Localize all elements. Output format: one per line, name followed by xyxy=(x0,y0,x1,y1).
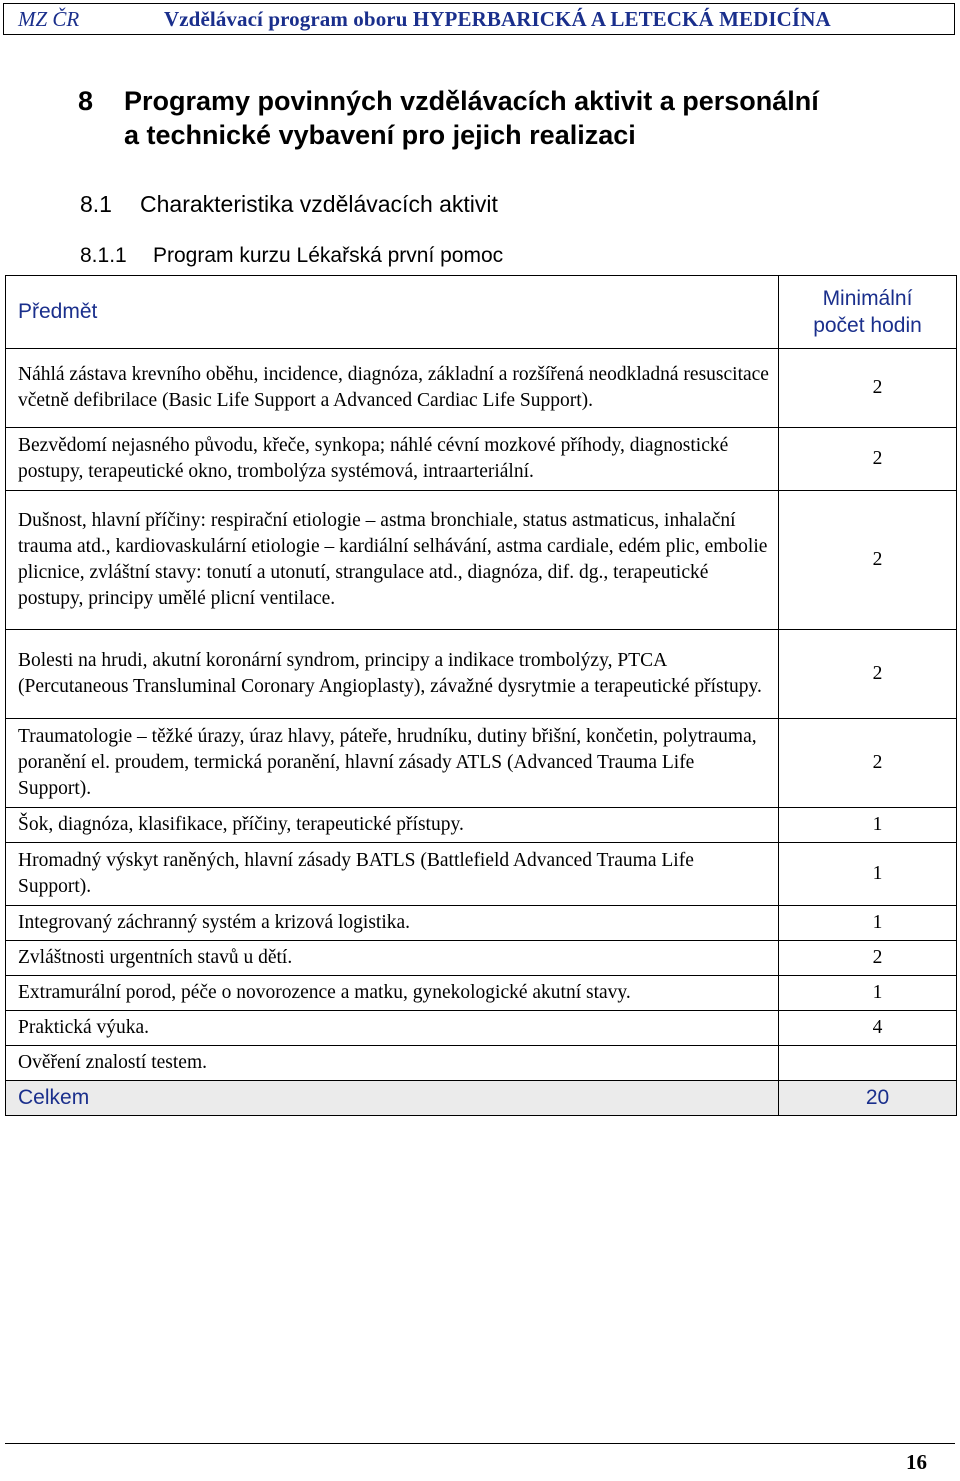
subsection-number: 8.1.1 xyxy=(80,244,127,267)
table-row xyxy=(6,349,957,428)
chapter-number: 8 xyxy=(78,86,94,116)
column-header-hours-line2: počet hodin xyxy=(813,314,922,337)
hours-cell xyxy=(779,1046,957,1081)
topic-cell: Extramurální porod, péče o novorozence a matku, gynekologické akutní stavy. xyxy=(6,976,779,1011)
hours-cell: 4 xyxy=(779,1011,957,1046)
table-row xyxy=(6,976,957,1011)
page-number: 16 xyxy=(906,1450,927,1474)
header-program-title: Vzdělávací program oboru HYPERBARICKÁ A LETECKÁ MEDICÍNA xyxy=(164,7,831,31)
table-row xyxy=(6,491,957,630)
topic-cell: Hromadný výskyt raněných, hlavní zásady BATLS (Battlefield Advanced Trauma Life Support). xyxy=(6,843,779,906)
table-row xyxy=(6,719,957,808)
hours-cell: 2 xyxy=(779,941,957,976)
table-row xyxy=(6,906,957,941)
topic-cell: Bezvědomí nejasného původu, křeče, synkopa; náhlé cévní mozkové příhody, diagnostické postupy, terapeutické okno, trombolýza systémová, intraarteriální. xyxy=(6,428,779,491)
subsection-title: Program kurzu Lékařská první pomoc xyxy=(153,244,504,267)
table-row xyxy=(6,1011,957,1046)
topic-cell: Zvláštnosti urgentních stavů u dětí. xyxy=(6,941,779,976)
hours-cell: 2 xyxy=(779,349,957,428)
hours-cell: 1 xyxy=(779,976,957,1011)
table-row xyxy=(6,630,957,719)
total-label: Celkem xyxy=(6,1081,779,1116)
hours-cell: 1 xyxy=(779,808,957,843)
table-header-row xyxy=(6,276,957,349)
topic-cell: Náhlá zástava krevního oběhu, incidence, diagnóza, základní a rozšířená neodkladná resuscitace včetně defibrilace (Basic Life Support a Advanced Cardiac Life Support). xyxy=(6,349,779,428)
table-row xyxy=(6,428,957,491)
course-program-table xyxy=(5,275,957,1116)
table-row xyxy=(6,843,957,906)
chapter-title-line1: Programy povinných vzdělávacích aktivit a personální xyxy=(124,86,819,116)
section-number: 8.1 xyxy=(80,191,112,217)
topic-cell: Integrovaný záchranný systém a krizová logistika. xyxy=(6,906,779,941)
column-header-hours-line1: Minimální xyxy=(822,287,913,310)
hours-cell: 2 xyxy=(779,428,957,491)
subsection-heading xyxy=(80,244,504,268)
hours-cell: 2 xyxy=(779,491,957,630)
section-title: Charakteristika vzdělávacích aktivit xyxy=(140,191,498,217)
total-hours: 20 xyxy=(779,1081,957,1116)
topic-cell: Bolesti na hrudi, akutní koronární syndrom, principy a indikace trombolýzy, PTCA (Percutaneous Transluminal Coronary Angioplasty), závažné dysrytmie a terapeutické přístupy. xyxy=(6,630,779,719)
hours-cell: 2 xyxy=(779,630,957,719)
table-total-row xyxy=(6,1081,957,1116)
column-header-hours xyxy=(779,276,957,349)
column-header-subject: Předmět xyxy=(6,276,779,349)
header-ministry: MZ ČR xyxy=(18,7,80,31)
topic-cell: Ověření znalostí testem. xyxy=(6,1046,779,1081)
topic-cell: Traumatologie – těžké úrazy, úraz hlavy, páteře, hrudníku, dutiny břišní, končetin, polytrauma, poranění el. proudem, termická poranění, hlavní zásady ATLS (Advanced Trauma Life Support). xyxy=(6,719,779,808)
topic-cell: Dušnost, hlavní příčiny: respirační etiologie – astma bronchiale, status astmaticus, inhalační trauma atd., kardiovaskulární etiologie – kardiální selhávání, astma cardiale, edém plic, embolie plicnice, zvláštní stavy: tonutí a utonutí, strangulace atd., diagnóza, dif. dg., terapeutické postupy, principy umělé plicní ventilace. xyxy=(6,491,779,630)
table-row xyxy=(6,808,957,843)
section-heading xyxy=(80,191,498,218)
hours-cell: 2 xyxy=(779,719,957,808)
hours-cell: 1 xyxy=(779,906,957,941)
topic-cell: Šok, diagnóza, klasifikace, příčiny, terapeutické přístupy. xyxy=(6,808,779,843)
topic-cell: Praktická výuka. xyxy=(6,1011,779,1046)
table-row xyxy=(6,1046,957,1081)
page-header xyxy=(3,3,955,35)
page-footer xyxy=(5,1443,955,1478)
table-row xyxy=(6,941,957,976)
hours-cell: 1 xyxy=(779,843,957,906)
chapter-title-line2: a technické vybavení pro jejich realizaci xyxy=(124,120,636,150)
